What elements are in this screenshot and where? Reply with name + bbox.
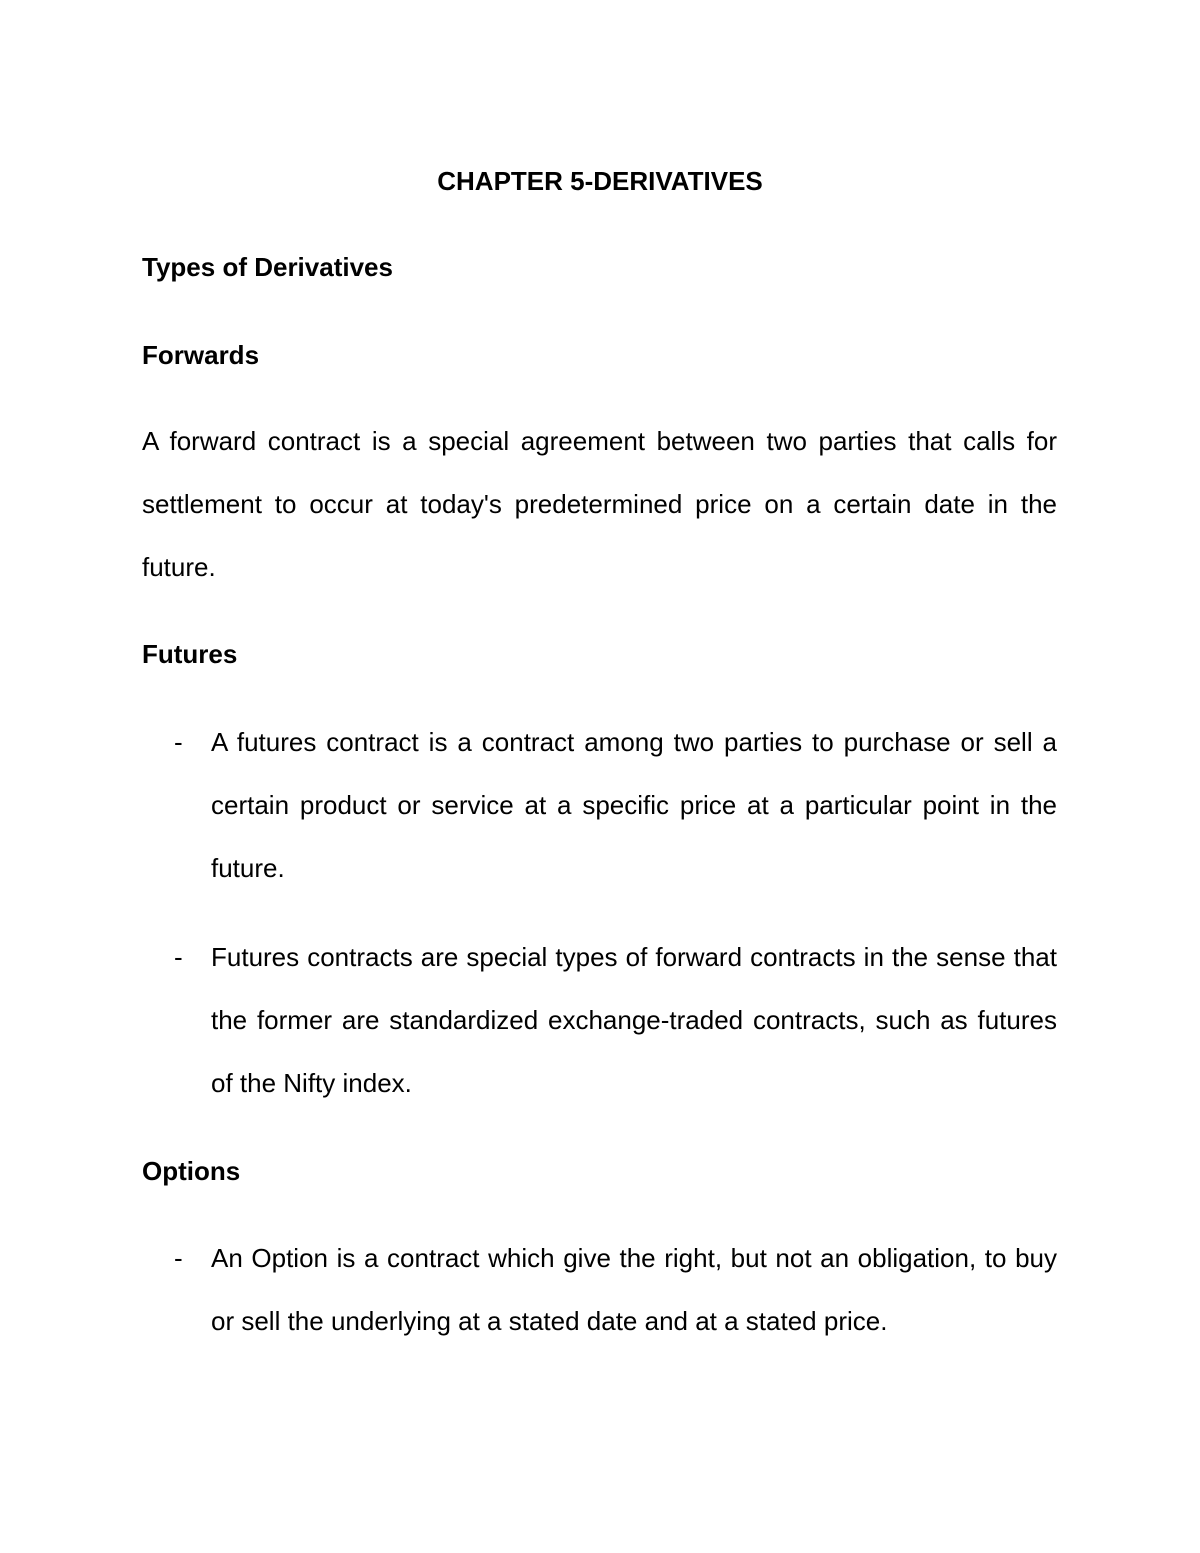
bullet-dash: - [174, 727, 183, 757]
heading-options: Options [142, 1156, 241, 1186]
options-bullet-1 [142, 1227, 1057, 1353]
bullet-dash: - [174, 1243, 183, 1273]
subtitle-types-of-derivatives: Types of Derivatives [142, 252, 393, 282]
heading-futures: Futures [142, 639, 238, 669]
chapter-title: CHAPTER 5-DERIVATIVES [437, 166, 763, 196]
futures-bullet-1-text: A futures contract is a contract among two parties to purchase or sell a certain product or service at a specific price at a particular point in the future. [211, 727, 1057, 883]
futures-bullet-2 [142, 926, 1057, 1115]
futures-bullet-2-text: Futures contracts are special types of forward contracts in the sense that the former are standardized exchange-traded contracts, such as futures of the Nifty index. [211, 942, 1057, 1098]
futures-bullet-1 [142, 711, 1057, 900]
forwards-paragraph: A forward contract is a special agreement between two parties that calls for settlement to occur at today's predetermined price on a certain date in the future. [142, 426, 1057, 582]
bullet-dash: - [174, 942, 183, 972]
heading-forwards: Forwards [142, 340, 260, 370]
options-bullet-1-text: An Option is a contract which give the right, but not an obligation, to buy or sell the underlying at a stated date and at a stated price. [211, 1243, 1057, 1336]
